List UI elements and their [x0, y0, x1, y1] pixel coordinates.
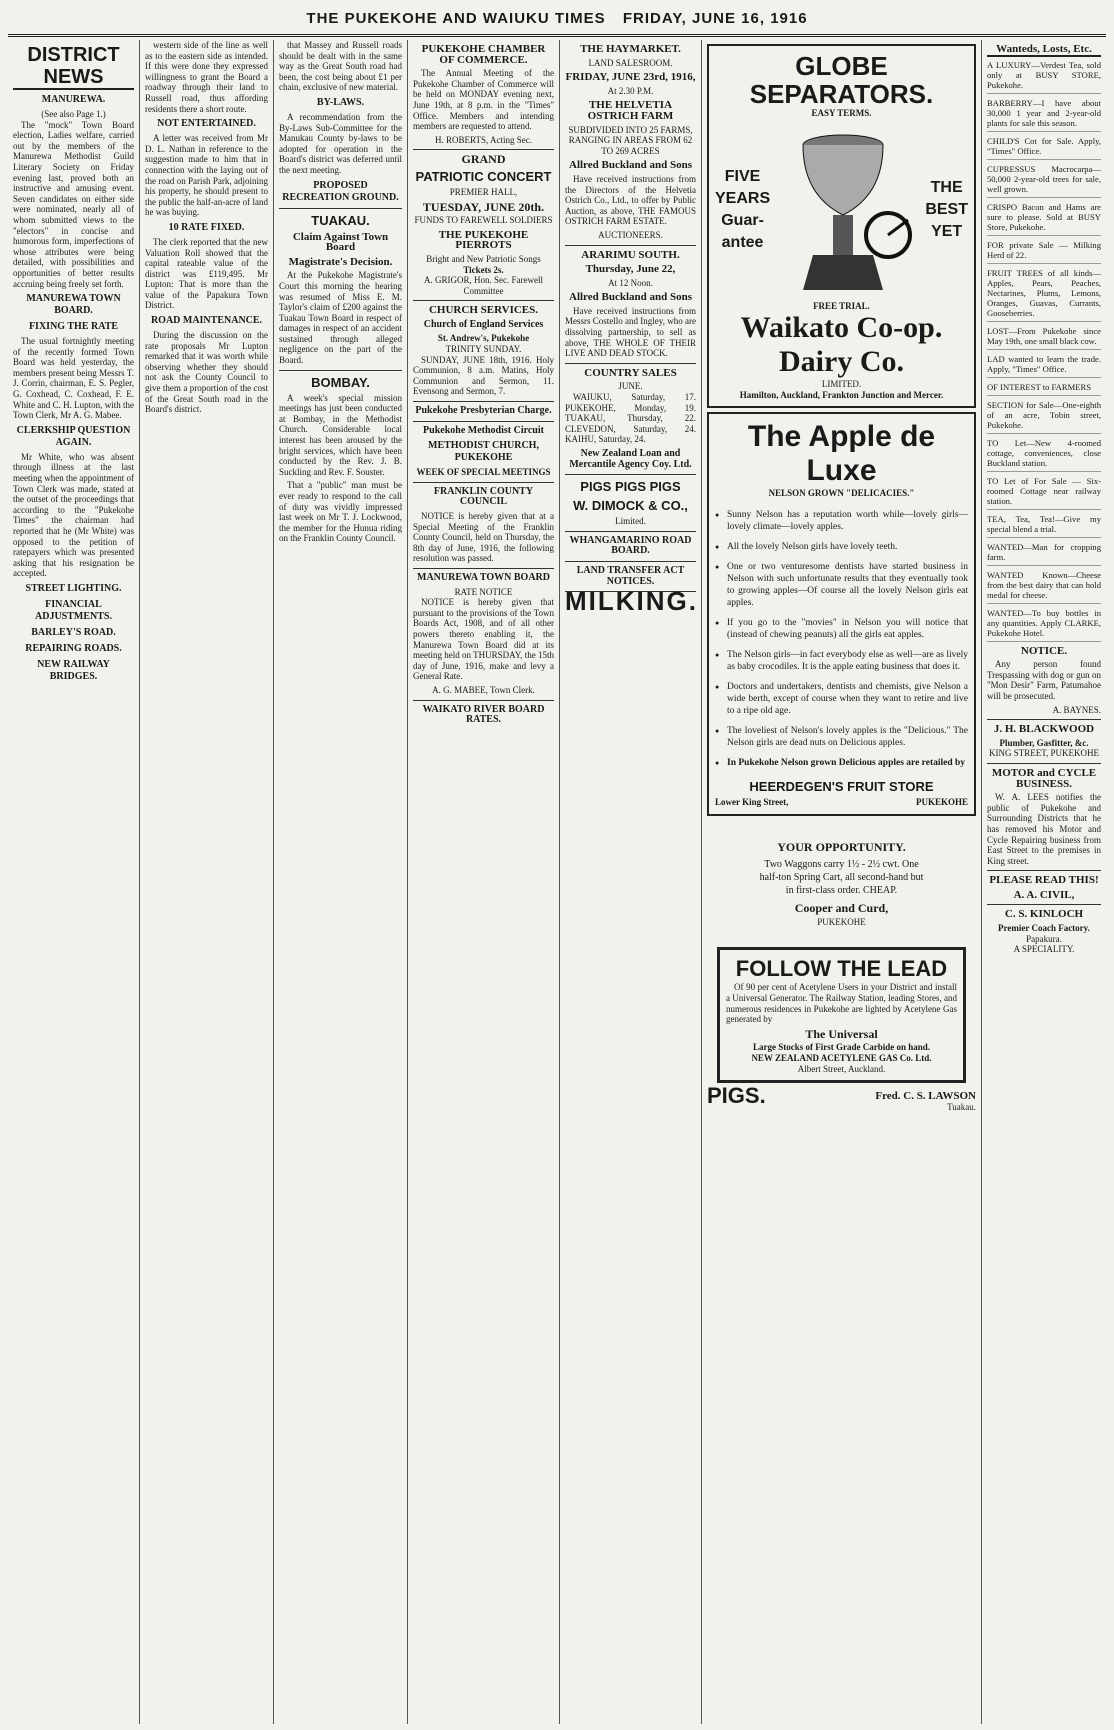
chamber-heading: PUKEKOHE CHAMBER OF COMMERCE. — [421, 43, 546, 66]
classified-ad: CHILD'S Cot for Sale. Apply, "Times" Office. — [987, 136, 1101, 160]
notice-text: NOTICE is hereby given that at a Special Meeting of the Franklin County Council, held on Thursday, the 8th day of June, 1916, the following resolution was passed. — [413, 511, 554, 564]
globe-title: GLOBE SEPARATORS. — [749, 51, 934, 109]
antee: antee — [721, 233, 764, 251]
classified-ad: LAD wanted to learn the trade. Apply, "Times" Office. — [987, 354, 1101, 378]
rate-notice: RATE NOTICE — [454, 586, 513, 597]
tickets-price: Tickets 2s. — [463, 264, 504, 275]
article-paragraph: western side of the line as well as to the eastern side as intended. If this were done they expressed willingness to grant the Board a roadway through their land to Russell road, thus affording residents there a short route. — [145, 40, 268, 114]
article-paragraph: The clerk reported that the new Valuation Roll showed that the capital rateable value of the district was £119,495. Mr Lupton: That is more than the value of the Papakura Town District. — [145, 236, 268, 311]
cooper-curd: Cooper and Curd, — [794, 901, 889, 916]
column-4 — [408, 40, 560, 1724]
nz-acetylene: NEW ZEALAND ACETYLENE GAS Co. Ltd. — [751, 1052, 932, 1063]
st-andrews: St. Andrew's, Pukekohe — [437, 333, 530, 344]
article-paragraph: A week's special mission meetings has just been conducted at Bombay, in the Methodist Church. Considerable local interest has been aroused by the bright services, which have been conducted by the Rev. J. B. Suckling and Rev. F. Souster. — [279, 392, 402, 477]
classified-ad: TO Let of For Sale — Six-roomed Cottage near railway station. — [987, 476, 1101, 510]
papakura: Papakura. — [1026, 933, 1062, 944]
methodist-church: METHODIST CHURCH, PUKEKOHE — [428, 440, 539, 464]
apple-point: ● If you go to the "movies" in Nelson you will notice that (instead of chewing peanuts) all the girls eat apples. — [715, 617, 968, 641]
manurewa-heading: MANUREWA. — [41, 94, 106, 105]
haymarket-heading: THE HAYMARKET. — [580, 43, 681, 55]
sale-date: FRIDAY, JUNE 23rd, 1916, — [565, 71, 696, 84]
apple-point: ● All the lovely Nelson girls have lovely teeth. — [715, 541, 968, 553]
follow-text: Of 90 per cent of Acetylene Users in your District and install a Universal Generator. The Railway Station, leading Stores, and numerous residences in Pukekohe are lighted by Acetylene Gas generated by — [726, 982, 957, 1025]
article-paragraph: that Massey and Russell roads should be dealt with in the same way as the Great South road had been, the cost being about £1 per chain, exclusive of new material. — [279, 40, 402, 93]
follow-the-lead-ad — [717, 947, 966, 1083]
motor-cycle-heading: MOTOR and CYCLE BUSINESS. — [991, 766, 1097, 790]
ararimu-time: At 12 Noon. — [608, 277, 653, 288]
ararimu-date: Thursday, June 22, — [585, 263, 676, 276]
claim-heading: Claim Against Town Board — [292, 230, 389, 254]
albert-street: Albert Street, Auckland. — [797, 1063, 886, 1074]
subheading: NOT ENTERTAINED. — [157, 118, 256, 130]
classified-ad: BARBERRY—I have about 30,000 1 year and 2-year-old plants for sale this season. — [987, 98, 1101, 132]
notice-text: WAIUKU, Saturday, 17. PUKEKOHE, Monday, 19. TUAKAU, Thursday, 22. CLEVEDON, Saturday, 24. KAIHU, Saturday, 24. — [565, 392, 696, 445]
classified-ad: WANTED Known—Cheese from the best dairy that can hold medal for cheese. — [987, 570, 1101, 604]
apple-point: ● The Nelson girls—in fact everybody else as well—are as lively as baby crocodiles. It is the apple eating business that does it. — [715, 649, 968, 673]
classified-ad: LOST—From Pukekohe since May 19th, one small black cow. — [987, 326, 1101, 350]
tuakau-heading: TUAKAU. — [311, 212, 370, 228]
apple-de-luxe-ad — [707, 412, 976, 815]
manurewa-board-heading: MANUREWA TOWN BOARD — [417, 571, 550, 583]
plumber: Plumber, Gasfitter, &c. — [999, 737, 1089, 748]
premier-coach: Premier Coach Factory. — [998, 923, 1090, 934]
heerdegen-heading: HEERDEGEN'S FRUIT STORE — [749, 778, 934, 794]
signature: H. ROBERTS, Acting Sec. — [435, 134, 532, 145]
notice-text: Have received instructions from Messrs Costello and Ingley, who are dissolving partnership, to sell as above, THE WHOLE OF THEIR LIVE AND DEAD STOCK. — [565, 305, 696, 359]
notice-text: Any person found Trespassing with dog or gun on "Mon Desir" Farm, Patumahoe will be prosecuted. — [987, 659, 1101, 701]
district-news-heading: DISTRICT NEWS — [13, 44, 134, 90]
subheading: REPAIRING ROADS. — [25, 642, 122, 654]
notice-text: SUNDAY, JUNE 18th, 1916. Holy Communion, 8 a.m. Matins, Holy Communion and Sermon, 11. Evensong and Sermon, 7. — [413, 354, 554, 397]
paper-title: THE PUKEKOHE AND WAIUKU TIMES — [306, 10, 606, 27]
signature: A. BAYNES. — [1052, 704, 1101, 715]
opportunity-text: Two Waggons carry 1½ - 2½ cwt. One half-ton Spring Cart, all second-hand but in first-class order. CHEAP. — [759, 859, 924, 897]
special-meetings: WEEK OF SPECIAL MEETINGS — [416, 467, 551, 478]
bombay-heading: BOMBAY. — [311, 374, 370, 390]
sale-time: At 2.30 P.M. — [607, 85, 654, 96]
pierrots-heading: THE PUKEKOHE PIERROTS — [438, 228, 529, 252]
magistrate-heading: Magistrate's Decision. — [288, 255, 393, 268]
subheading: BY-LAWS. — [316, 96, 365, 108]
church-services-heading: CHURCH SERVICES. — [428, 304, 539, 317]
classified-ad: TEA, Tea, Tea!—Give my special blend a trial. — [987, 514, 1101, 538]
dairy-places: Hamilton, Auckland, Frankton Junction and Mercer. — [739, 389, 944, 400]
notice-text: Have received instructions from the Directors of the Helvetia Ostrich Co., Ltd., to offer by Public Auction, as above, THE FAMOUS OSTRICH FARM ESTATE. — [565, 173, 696, 227]
pigs-banner: PIGS PIGS PIGS — [580, 479, 681, 495]
separator-illustration-icon — [773, 125, 923, 295]
presbyterian-heading: Pukekohe Presbyterian Charge. — [415, 405, 552, 417]
notice-text: W. A. LEES notifies the public of Pukekohe and Surrounding Districts that he has removed his Motor and Cycle Repairing business from East Street to the premises in King street. — [987, 792, 1101, 866]
nz-loan-heading: New Zealand Loan and Mercantile Agency Coy. Ltd. — [569, 448, 692, 470]
dimock-heading: W. DIMOCK & CO., — [573, 498, 688, 514]
venue: PREMIER HALL, — [449, 186, 518, 197]
civil-heading: A. A. CIVIL, — [1013, 888, 1075, 901]
speciality: A SPECIALITY. — [1013, 944, 1075, 955]
classified-ad: FOR private Sale — Milking Herd of 22. — [987, 240, 1101, 264]
classified-ad: CRISPO Bacon and Hams are sure to please. Sold at BUSY Store, Pukekohe. — [987, 202, 1101, 236]
please-read-heading: PLEASE READ THIS! — [989, 874, 1099, 887]
article-paragraph: The usual fortnightly meeting of the recently formed Town Board was held yesterday, the members present being Messrs T. J. Corrin, chairman, E. S. Pegler, G. Coxhead, C. Coxhead, F. E. White and C. H. Lupton, with the Town Clerk, Mr A. G. Mabee. — [13, 336, 134, 421]
the: THE — [930, 178, 963, 196]
column-5 — [560, 40, 702, 1724]
land-transfer-heading: LAND TRANSFER ACT NOTICES. — [576, 564, 685, 587]
limited: Limited. — [615, 516, 646, 527]
subheading: ROAD MAINTENANCE. — [150, 315, 263, 327]
issue-date: FRIDAY, JUNE 16, 1916 — [622, 10, 808, 27]
column-district-news — [8, 40, 140, 1724]
globe-separators-ad — [707, 44, 976, 408]
article-paragraph: During the discussion on the rate proposals Mr Lupton remarked that it was worth while observing whether they should not ask the County Council to give them a proportion of the cost of the Great South road in the Board's district. — [145, 330, 268, 415]
apple-point: ● In Pukekohe Nelson grown Delicious apples are retailed by — [715, 757, 968, 769]
masthead — [8, 4, 1106, 37]
dairy-limited: LIMITED. — [821, 379, 862, 390]
church-england-heading: Church of England Services — [423, 318, 544, 330]
methodist-heading: Pukekohe Methodist Circuit — [423, 424, 544, 436]
subheading: PROPOSED RECREATION GROUND. — [282, 179, 399, 203]
classified-ad: WANTED—To buy bottles in any quantities. Apply CLARKE, Pukekohe Hotel. — [987, 608, 1101, 642]
land-salesroom: LAND SALESROOM. — [588, 57, 673, 68]
kinloch-heading: C. S. KINLOCH — [1004, 908, 1084, 921]
subheading: MANUREWA TOWN BOARD. — [26, 293, 121, 317]
apple-title: The Apple de Luxe — [747, 420, 936, 488]
subheading: NEW RAILWAY BRIDGES. — [37, 658, 110, 682]
best: BEST — [925, 200, 968, 218]
country-sales-heading: COUNTRY SALES — [584, 366, 677, 379]
see-also-note: (See also Page 1.) — [41, 109, 106, 119]
auctioneer-name: Allred Buckland and Sons — [569, 159, 692, 172]
subheading: FIXING THE RATE — [28, 321, 119, 333]
article-paragraph: A letter was received from Mr D. L. Nathan in reference to the suggestion made to him that in connection with the laying out of the road on Parish Park, adjoining his property, he should present to the public the half-an-acre of land he was buying. — [145, 133, 268, 218]
guar: Guar- — [721, 211, 764, 229]
apple-point: ● Sunny Nelson has a reputation worth while—lovely girls—lovely climate—lovely apples. — [715, 509, 968, 533]
dairy-company: Waikato Co-op. Dairy Co. — [740, 311, 943, 379]
classified-ad: A LUXURY—Verdest Tea, sold only at BUSY STORE, Pukekohe. — [987, 60, 1101, 94]
free-trial: FREE TRIAL. — [813, 300, 870, 311]
article-paragraph: At the Pukekohe Magistrate's Court this morning the hearing was resumed of Miss E. M. Taylor's claim of £200 against the Tuakau Town Board in respect of damages in respect of an accident sustained through alleged negligence on the part of the Board. — [279, 270, 402, 366]
column-display-ads — [702, 40, 982, 1724]
subheading: BARLEY'S ROAD. — [31, 626, 116, 638]
universal: The Universal — [805, 1026, 878, 1041]
king-street: KING STREET, PUKEKOHE — [988, 748, 1100, 759]
concert-date: TUESDAY, JUNE 20th. — [422, 199, 545, 214]
month: JUNE. — [618, 381, 643, 392]
signature: A. GRIGOR, Hon. Sec. Farewell Committee — [424, 275, 543, 296]
notice-text: NOTICE is hereby given that pursuant to the provisions of the Town Boards Act, 1908, and of all other powers thereto enabling it, the Manurewa Town Board did at its meeting held on THURSDAY, the 15th day of June, 1916, make and levy a General Rate. — [413, 597, 554, 682]
grand-label: GRAND — [461, 152, 506, 167]
subheading: FINANCIAL ADJUSTMENTS. — [35, 598, 112, 622]
franklin-heading: FRANKLIN COUNTY COUNCIL — [433, 485, 534, 508]
notice-text: The Annual Meeting of the Pukekohe Chamber of Commerce will be held on MONDAY evening next, June 19th, at 8 p.m. in the "Times" Office. Members and intending members are requested to attend. — [413, 68, 554, 132]
wanteds-heading: Wanteds, Losts, Etc. — [987, 44, 1101, 57]
subheading: STREET LIGHTING. — [25, 582, 122, 594]
column-wanteds — [982, 40, 1106, 1724]
apple-point: ● Doctors and undertakers, dentists and chemists, give Nelson a wide berth, except of course when they want to retire and live to a ripe old age. — [715, 681, 968, 717]
years: YEARS — [715, 189, 771, 207]
signature: A. G. MABEE, Town Clerk. — [432, 684, 535, 695]
opportunity-heading: YOUR OPPORTUNITY. — [777, 839, 906, 854]
pukekohe: PUKEKOHE — [915, 796, 968, 807]
trinity: TRINITY SUNDAY. — [445, 344, 522, 355]
article-paragraph: Mr White, who was absent through illness at the last meeting when the appointment of Town Clerk was made, stated at the outset of the proceedings that according to the "Pukekohe Times" the chairman had reported that he (Mr White) was opposed to the petition of ratepayers which was presented asking that his resignation be accepted. — [13, 451, 134, 579]
article-paragraph: That a "public" man must be ever ready to respond to the call of duty was vividly impressed last week on Mr T. J. Lockwood, the member for the Hunua riding on the Franklin County Council. — [279, 480, 402, 544]
milking-heading: MILKING. — [565, 586, 698, 617]
article-paragraph: A recommendation from the By-Laws Sub-Committee for the Manukau County by-laws to be adopted for operation in the Board's district was deferred until the next meeting. — [279, 111, 402, 175]
lawson-name: Fred. C. S. LAWSON — [875, 1090, 976, 1103]
subdivided-text: SUBDIVIDED INTO 25 FARMS, RANGING IN AREAS FROM 62 TO 269 ACRES — [568, 124, 693, 156]
classified-ad: TO Let—New 4-roomed cottage, conveniences, close Buckland station. — [987, 438, 1101, 472]
helvetia-heading: THE HELVETIA OSTRICH FARM — [587, 99, 674, 122]
five: FIVE — [724, 167, 761, 185]
pigs-heading: PIGS. — [707, 1083, 766, 1109]
column-2 — [140, 40, 274, 1724]
funds-text: FUNDS TO FAREWELL SOLDIERS — [414, 215, 553, 226]
apple-point: ● One or two venturesome dentists have started business in Nelson with such unfortunate results that they eventually took to growing apples—Of course all the lovely Nelson girls eat apples. — [715, 561, 968, 609]
notice-heading: NOTICE. — [1020, 644, 1068, 657]
patriotic-concert-heading: PATRIOTIC CONCERT — [415, 168, 552, 184]
subheading: CLERKSHIP QUESTION AGAIN. — [16, 424, 131, 448]
easy-terms: EASY TERMS. — [811, 108, 872, 118]
ararimu-heading: ARARIMU SOUTH. — [581, 248, 680, 261]
classified-ad: CUPRESSUS Macrocarpa—50,000 2-year-old trees for sale, well grown. — [987, 164, 1101, 198]
blackwood-heading: J. H. BLACKWOOD — [993, 723, 1095, 736]
apple-point: ● The loveliest of Nelson's lovely apples is the "Delicious." The Nelson girls are dead nuts on Delicious apples. — [715, 725, 968, 749]
classified-ad: WANTED—Man for cropping farm. — [987, 542, 1101, 566]
classified-ad: FRUIT TREES of all kinds—Apples, Pears, Peaches, Nectarines, Plums, Lemons, Oranges, Guavas, Currants, Gooseberries. — [987, 268, 1101, 322]
article-paragraph: The "mock" Town Board election, Ladies welfare, carried out by the members of the Manurewa Methodist Guild Literary Society on Friday evening last, proved both an instructive and amusing event. Seven candidates on either side were nominated, nearly all of whom submitted views to the "electors" in concise and humorous form, imperfections of whose attributes were being detailed, with possibilities and opportunities of better results accruing being freely set forth. — [13, 119, 134, 289]
auctioneers: AUCTIONEERS. — [598, 229, 663, 240]
nelson-grown: NELSON GROWN "DELICACIES." — [768, 488, 915, 499]
songs-text: Bright and New Patriotic Songs — [426, 253, 541, 264]
waikato-river-heading: WAIKATO RIVER BOARD RATES. — [422, 703, 545, 726]
subheading: 10 RATE FIXED. — [168, 221, 245, 233]
auctioneer-name: Allred Buckland and Sons — [569, 291, 692, 304]
whangamarino-heading: WHANGAMARINO ROAD BOARD. — [569, 534, 692, 557]
classified-ad: OF INTEREST to FARMERS — [987, 382, 1101, 396]
lower-king-street: Lower King Street, — [715, 796, 789, 807]
carbide: Large Stocks of First Grade Carbide on hand. — [752, 1042, 930, 1053]
lawson-place: Tuakau. — [947, 1101, 976, 1112]
cooper-place: PUKEKOHE — [817, 916, 866, 927]
yet: YET — [931, 222, 963, 240]
column-3 — [274, 40, 408, 1724]
follow-title: FOLLOW THE LEAD — [735, 956, 948, 982]
classified-ad: SECTION for Sale—One-eighth of an acre, Tobin street, Pukekohe. — [987, 400, 1101, 434]
